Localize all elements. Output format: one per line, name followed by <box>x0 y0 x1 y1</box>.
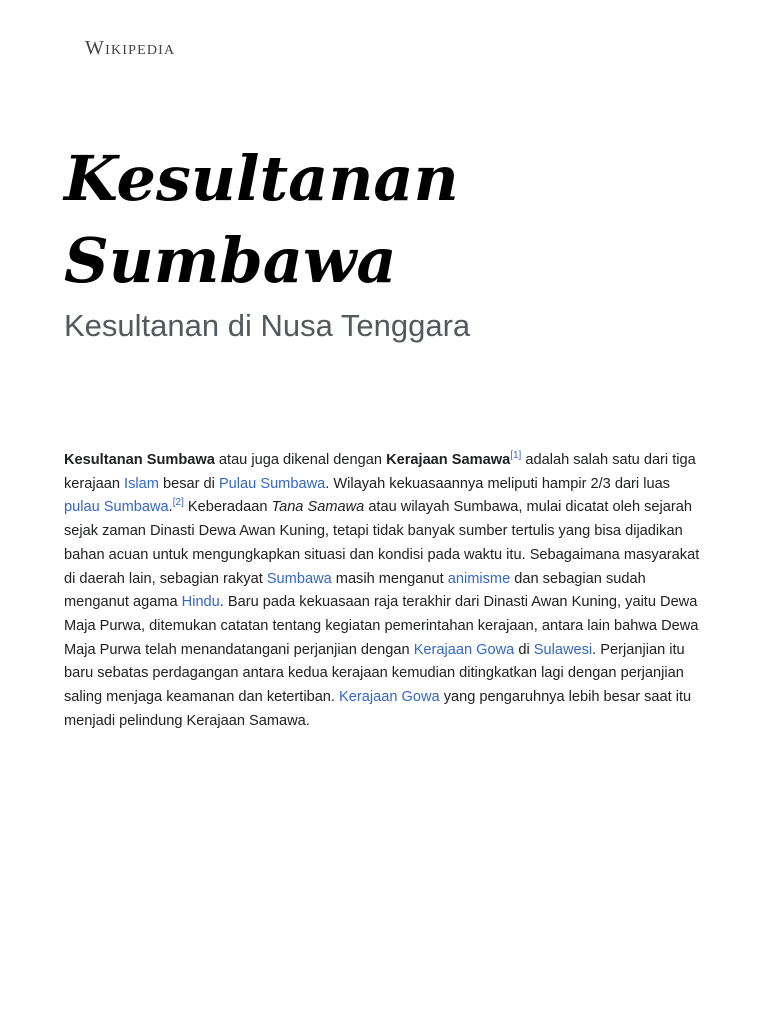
text-span: . Wilayah kekuasaannya meliputi hampir 2/3 dari luas <box>325 475 670 492</box>
page-title: Kesultanan Sumbawa <box>64 142 459 297</box>
link-pulau-sumbawa[interactable]: Pulau Sumbawa <box>218 475 326 492</box>
link-islam[interactable]: Islam <box>124 475 159 492</box>
link-kerajaan-gowa[interactable]: Kerajaan Gowa <box>413 641 515 658</box>
bold-term-kesultanan-sumbawa: Kesultanan Sumbawa <box>64 452 215 468</box>
text-span: masih menganut <box>331 570 448 587</box>
text-span: . Baru pada kekuasaan raja terakhir dari Dinasti Awan Kuning, yaitu Dewa Maja Purwa, ditemukan catatan tentang kegiatan pemerintahan kerajaan, antara lain bahwa Dewa Maja Purwa telah menandatangani perjanjian dengan <box>64 594 699 658</box>
link-kerajaan-gowa-2[interactable]: Kerajaan Gowa <box>339 689 440 706</box>
link-pulau-sumbawa-2[interactable]: pulau Sumbawa <box>64 499 169 516</box>
text-span: . <box>168 499 173 516</box>
wikipedia-wordmark[interactable]: Wikipedia <box>85 37 176 59</box>
page-subtitle: Kesultanan di Nusa Tenggara <box>64 308 471 343</box>
link-hindu[interactable]: Hindu <box>181 594 220 611</box>
text-span: besar di <box>158 475 219 492</box>
text-span: Keberadaan <box>183 499 272 516</box>
link-sulawesi[interactable]: Sulawesi <box>533 641 593 658</box>
reference-2-link[interactable]: [2] <box>172 497 184 509</box>
link-sumbawa[interactable]: Sumbawa <box>266 570 332 587</box>
text-span: . Perjanjian itu baru sebatas perdagangan antara kedua kerajaan kemudian ditingkatkan lagi dengan perjanjian saling menjaga keamanan dan ketertiban. <box>64 641 685 706</box>
text-span: dan sebagian sudah menganut agama <box>64 570 646 611</box>
bold-term-kerajaan-samawa: Kerajaan Samawa <box>386 452 511 468</box>
text-span: atau juga dikenal dengan <box>214 452 387 468</box>
article-paragraph <box>64 449 708 733</box>
link-animisme[interactable]: animisme <box>447 570 511 587</box>
text-span: adalah salah satu dari tiga kerajaan <box>64 452 696 492</box>
reference-1-link[interactable]: [1] <box>510 450 522 462</box>
italic-term-tana-samawa: Tana Samawa <box>271 499 365 516</box>
text-span: di <box>514 641 534 658</box>
text-span: atau wilayah Sumbawa, mulai dicatat oleh sejarah sejak zaman Dinasti Dewa Awan Kuning, tetapi tidak banyak sumber tertulis yang bisa dijadikan bahan acuan untuk mengungkapkan situasi dan kondisi pada waktu itu. Sebagaimana masyarakat di daerah lain, sebagian rakyat <box>64 499 700 587</box>
text-span: yang pengaruhnya lebih besar saat itu menjadi pelindung Kerajaan Samawa. <box>64 689 692 729</box>
